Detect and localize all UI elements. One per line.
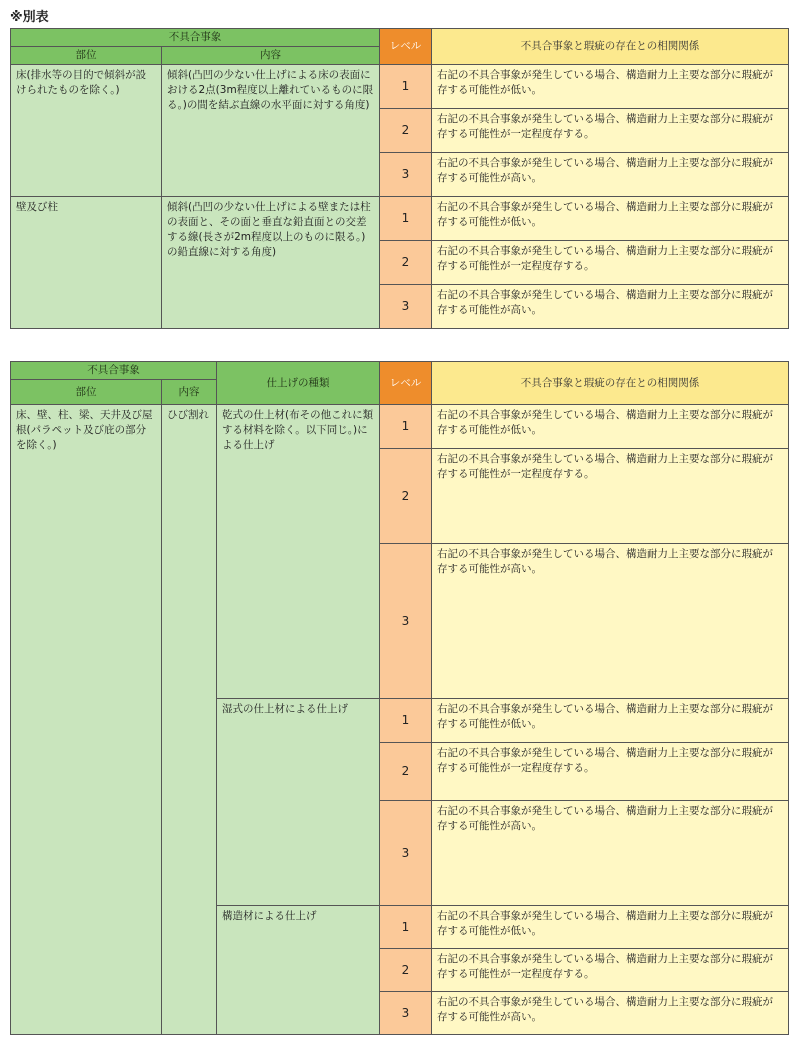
correlation-cell: 右記の不具合事象が発生している場合、構造耐力上主要な部分に瑕疵が存する可能性が低い。 xyxy=(432,699,789,743)
table-row xyxy=(11,65,789,109)
level-cell: 3 xyxy=(380,285,432,329)
correlation-cell: 右記の不具合事象が発生している場合、構造耐力上主要な部分に瑕疵が存する可能性が一定程度存する。 xyxy=(432,241,789,285)
header-part: 部位 xyxy=(11,47,162,65)
correlation-cell: 右記の不具合事象が発生している場合、構造耐力上主要な部分に瑕疵が存する可能性が高い。 xyxy=(432,801,789,906)
level-cell: 1 xyxy=(380,906,432,949)
header-defect-event: 不具合事象 xyxy=(11,362,217,380)
level-cell: 2 xyxy=(380,109,432,153)
level-cell: 3 xyxy=(380,992,432,1035)
correlation-cell: 右記の不具合事象が発生している場合、構造耐力上主要な部分に瑕疵が存する可能性が高い。 xyxy=(432,992,789,1035)
correlation-cell: 右記の不具合事象が発生している場合、構造耐力上主要な部分に瑕疵が存する可能性が低い。 xyxy=(432,65,789,109)
finish-type-cell: 構造材による仕上げ xyxy=(217,906,380,1035)
correlation-cell: 右記の不具合事象が発生している場合、構造耐力上主要な部分に瑕疵が存する可能性が低い。 xyxy=(432,906,789,949)
header-part: 部位 xyxy=(11,380,162,405)
header-defect-event: 不具合事象 xyxy=(11,29,380,47)
correlation-cell: 右記の不具合事象が発生している場合、構造耐力上主要な部分に瑕疵が存する可能性が一定程度存する。 xyxy=(432,109,789,153)
correlation-cell: 右記の不具合事象が発生している場合、構造耐力上主要な部分に瑕疵が存する可能性が一定程度存する。 xyxy=(432,743,789,801)
part-cell: 壁及び柱 xyxy=(11,197,162,329)
correlation-cell: 右記の不具合事象が発生している場合、構造耐力上主要な部分に瑕疵が存する可能性が低い。 xyxy=(432,197,789,241)
level-cell: 1 xyxy=(380,699,432,743)
level-cell: 1 xyxy=(380,65,432,109)
page-title: ※別表 xyxy=(10,10,49,25)
header-content: 内容 xyxy=(162,380,217,405)
level-cell: 3 xyxy=(380,801,432,906)
content-cell: ひび割れ xyxy=(162,405,217,1035)
correlation-cell: 右記の不具合事象が発生している場合、構造耐力上主要な部分に瑕疵が存する可能性が一定程度存する。 xyxy=(432,449,789,544)
header-correlation: 不具合事象と瑕疵の存在との相関関係 xyxy=(432,362,789,405)
level-cell: 3 xyxy=(380,153,432,197)
defect-table-2 xyxy=(10,361,789,1035)
level-cell: 2 xyxy=(380,949,432,992)
header-level: レベル xyxy=(380,29,432,65)
level-cell: 2 xyxy=(380,743,432,801)
header-content: 内容 xyxy=(162,47,380,65)
correlation-cell: 右記の不具合事象が発生している場合、構造耐力上主要な部分に瑕疵が存する可能性が高い。 xyxy=(432,153,789,197)
level-cell: 1 xyxy=(380,405,432,449)
correlation-cell: 右記の不具合事象が発生している場合、構造耐力上主要な部分に瑕疵が存する可能性が一定程度存する。 xyxy=(432,949,789,992)
correlation-cell: 右記の不具合事象が発生している場合、構造耐力上主要な部分に瑕疵が存する可能性が高い。 xyxy=(432,285,789,329)
part-cell: 床(排水等の目的で傾斜が設けられたものを除く。) xyxy=(11,65,162,197)
header-level: レベル xyxy=(380,362,432,405)
finish-type-cell: 乾式の仕上材(布その他これに類する材料を除く。以下同じ。)による仕上げ xyxy=(217,405,380,699)
table-row xyxy=(11,405,789,449)
header-correlation: 不具合事象と瑕疵の存在との相関関係 xyxy=(432,29,789,65)
content-cell: 傾斜(凸凹の少ない仕上げによる壁または柱の表面と、その面と垂直な鉛直面との交差する線(長さが2m程度以上のものに限る。)の鉛直線に対する角度) xyxy=(162,197,380,329)
level-cell: 1 xyxy=(380,197,432,241)
defect-table-1 xyxy=(10,28,789,329)
table-row xyxy=(11,197,789,241)
part-cell: 床、壁、柱、梁、天井及び屋根(パラペット及び庇の部分を除く。) xyxy=(11,405,162,1035)
header-finish-type: 仕上げの種類 xyxy=(217,362,380,405)
level-cell: 3 xyxy=(380,544,432,699)
finish-type-cell: 湿式の仕上材による仕上げ xyxy=(217,699,380,906)
level-cell: 2 xyxy=(380,241,432,285)
content-cell: 傾斜(凸凹の少ない仕上げによる床の表面における2点(3m程度以上離れているものに限る。)の間を結ぶ直線の水平面に対する角度) xyxy=(162,65,380,197)
correlation-cell: 右記の不具合事象が発生している場合、構造耐力上主要な部分に瑕疵が存する可能性が高い。 xyxy=(432,544,789,699)
level-cell: 2 xyxy=(380,449,432,544)
correlation-cell: 右記の不具合事象が発生している場合、構造耐力上主要な部分に瑕疵が存する可能性が低い。 xyxy=(432,405,789,449)
